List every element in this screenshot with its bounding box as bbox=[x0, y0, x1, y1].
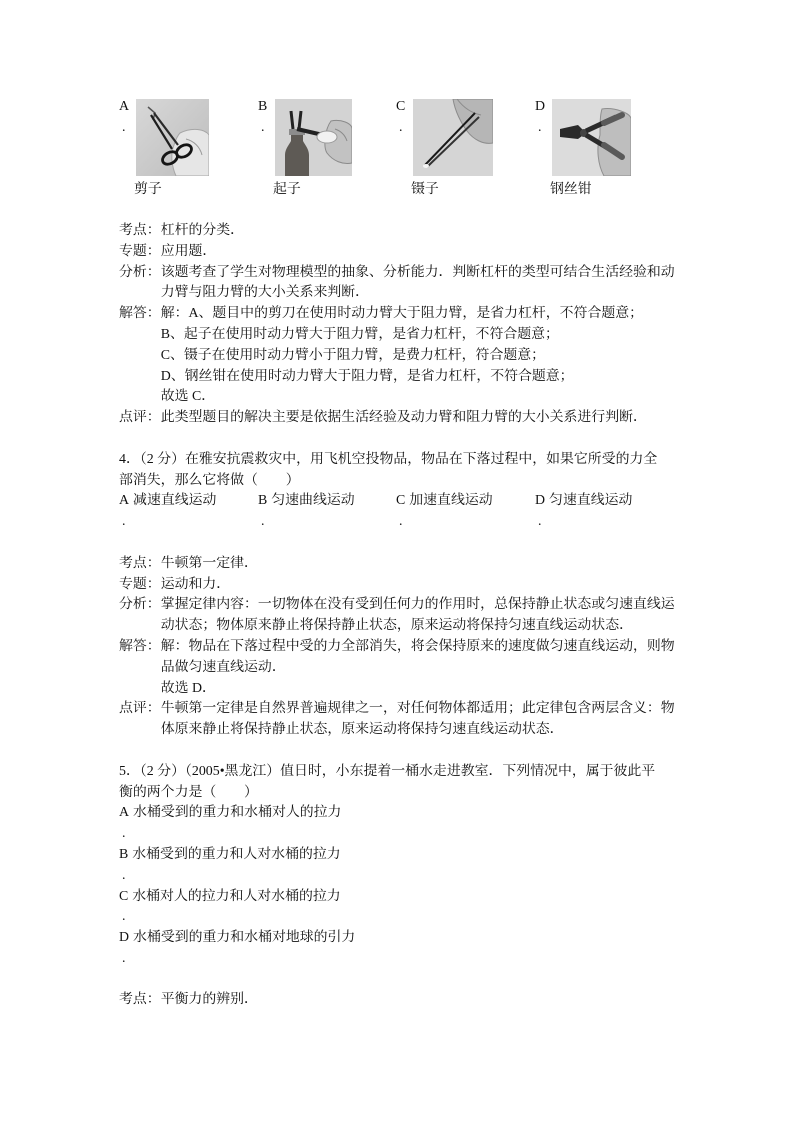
option-dot: . bbox=[538, 119, 542, 135]
q4-option-d bbox=[535, 491, 632, 512]
option-letter: C bbox=[119, 888, 129, 904]
fenxi-text: 该题考查了学生对物理模型的抽象、分析能力．判断杠杆的类型可结合生活经验和动 bbox=[160, 264, 675, 280]
spacer bbox=[119, 429, 719, 450]
option-letter: C bbox=[396, 493, 406, 509]
option-letter: B bbox=[258, 493, 268, 509]
option-text: 加速直线运动 bbox=[409, 493, 493, 509]
kaodian-label: 考点： bbox=[119, 992, 161, 1008]
jieda-text: 品做匀速直线运动． bbox=[160, 659, 286, 675]
kaodian-label: 考点： bbox=[119, 223, 161, 238]
fenxi-row bbox=[119, 263, 719, 284]
option-dot: . bbox=[122, 514, 126, 530]
option-letter: D bbox=[535, 99, 546, 114]
jieda-text: B、起子在使用时动力臂大于阻力臂，是省力杠杆，不符合题意； bbox=[160, 326, 559, 342]
option-text: 匀速直线运动 bbox=[549, 493, 633, 509]
fenxi-text: 掌握定律内容：一切物体在没有受到任何力的作用时，总保持静止状态或匀速直线运 bbox=[160, 597, 675, 613]
zhuanti-label: 专题： bbox=[119, 576, 161, 592]
question-stem: 衡的两个力是（ ） bbox=[119, 784, 258, 800]
option-caption: 钢丝钳 bbox=[550, 182, 592, 197]
q4-option-b bbox=[258, 491, 355, 512]
dianping-label: 点评： bbox=[119, 410, 161, 426]
q5-option-c bbox=[119, 887, 719, 908]
jieda-text: 解：A、题目中的剪刀在使用时动力臂大于阻力臂，是省力杠杆，不符合题意； bbox=[160, 306, 644, 322]
zhuanti-row bbox=[119, 242, 719, 263]
fenxi-text: 力臂与阻力臂的大小关系来判断． bbox=[160, 285, 370, 301]
q4-option-dots bbox=[119, 512, 719, 533]
option-dot: . bbox=[261, 514, 265, 530]
kaodian-row bbox=[119, 221, 719, 242]
option-caption: 剪子 bbox=[134, 182, 162, 197]
option-letter: C bbox=[396, 99, 406, 114]
jieda-row bbox=[119, 637, 719, 658]
option-text: 水桶对人的拉力和人对水桶的拉力 bbox=[132, 888, 341, 904]
pliers-image bbox=[552, 99, 631, 176]
option-dot: . bbox=[399, 119, 403, 135]
spacer bbox=[119, 533, 719, 554]
answer-choice: 故选 D． bbox=[160, 680, 216, 696]
q3-option-d bbox=[535, 97, 665, 201]
dianping-text: 牛顿第一定律是自然界普遍规律之一，对任何物体都适用；此定律包含两层含义：物 bbox=[160, 701, 675, 717]
zhuanti-text: 运动和力． bbox=[160, 576, 231, 592]
q4-options bbox=[119, 491, 719, 512]
scissors-image bbox=[136, 99, 209, 176]
q4-option-c bbox=[396, 491, 493, 512]
dianping-text: 体原来静止将保持静止状态，原来运动将保持匀速直线运动状态． bbox=[160, 722, 564, 738]
q3-solution bbox=[119, 221, 719, 429]
kaodian-row bbox=[119, 990, 719, 1011]
option-text: 水桶受到的重力和水桶对地球的引力 bbox=[133, 930, 356, 946]
kaodian-row bbox=[119, 554, 719, 575]
zhuanti-row bbox=[119, 575, 719, 596]
kaodian-text: 平衡力的辨别． bbox=[160, 992, 258, 1008]
dianping-row bbox=[119, 408, 719, 429]
q5-option-d bbox=[119, 928, 719, 949]
zhuanti-text: 应用题． bbox=[160, 243, 217, 259]
option-dot: . bbox=[261, 119, 265, 135]
option-dot: . bbox=[122, 867, 126, 883]
fenxi-text: 动状态；物体原来静止将保持静止状态，原来运动将保持匀速直线运动状态． bbox=[160, 618, 633, 634]
option-letter: B bbox=[119, 846, 129, 862]
jieda-label: 解答： bbox=[119, 638, 161, 654]
kaodian-text: 杠杆的分类． bbox=[160, 223, 245, 238]
question-stem: 5．（2 分）（2005•黑龙江）值日时，小东提着一桶水走进教室．下列情况中，属于彼此平 bbox=[119, 763, 656, 779]
jieda-label: 解答： bbox=[119, 306, 161, 322]
q3-option-b bbox=[258, 97, 388, 201]
option-dot: . bbox=[122, 826, 126, 842]
jieda-text: C、镊子在使用时动力臂小于阻力臂，是费力杠杆，符合题意； bbox=[160, 347, 546, 363]
q4-option-a bbox=[119, 491, 216, 512]
spacer bbox=[119, 741, 719, 762]
option-letter: A bbox=[119, 99, 130, 114]
spacer bbox=[119, 970, 719, 991]
option-text: 减速直线运动 bbox=[133, 493, 217, 509]
q5-solution bbox=[119, 990, 719, 1011]
option-dot: . bbox=[122, 909, 126, 925]
option-caption: 镊子 bbox=[411, 182, 439, 197]
dianping-row bbox=[119, 699, 719, 720]
question-stem: 部消失，那么它将做（ ） bbox=[119, 472, 300, 488]
option-dot: . bbox=[399, 514, 403, 530]
option-dot: . bbox=[122, 950, 126, 966]
kaodian-label: 考点： bbox=[119, 555, 161, 571]
option-letter: D bbox=[119, 930, 130, 946]
tweezers-image bbox=[413, 99, 493, 176]
question-stem: 4．（2 分）在雅安抗震救灾中，用飞机空投物品，物品在下落过程中，如果它所受的力全 bbox=[119, 451, 658, 467]
content-column bbox=[119, 221, 719, 1011]
question-5 bbox=[119, 762, 719, 970]
q5-option-a bbox=[119, 803, 719, 824]
option-dot: . bbox=[538, 514, 542, 530]
option-letter: A bbox=[119, 805, 130, 821]
kaodian-text: 牛顿第一定律． bbox=[160, 555, 258, 571]
q3-option-a bbox=[119, 97, 249, 201]
option-text: 匀速曲线运动 bbox=[271, 493, 355, 509]
zhuanti-label: 专题： bbox=[119, 243, 161, 259]
option-letter: B bbox=[258, 99, 268, 114]
jieda-row bbox=[119, 304, 719, 325]
answer-choice: 故选 C． bbox=[160, 389, 216, 405]
option-letter: A bbox=[119, 493, 130, 509]
option-letter: D bbox=[535, 493, 546, 509]
jieda-text: D、钢丝钳在使用时动力臂大于阻力臂，是省力杠杆，不符合题意； bbox=[160, 368, 574, 384]
fenxi-row bbox=[119, 595, 719, 616]
q4-solution bbox=[119, 554, 719, 741]
jieda-text: 解：物品在下落过程中受的力全部消失，将会保持原来的速度做匀速直线运动，则物 bbox=[160, 638, 675, 654]
option-text: 水桶受到的重力和人对水桶的拉力 bbox=[132, 846, 341, 862]
q3-option-c bbox=[396, 97, 526, 201]
question-4 bbox=[119, 450, 719, 533]
option-caption: 起子 bbox=[273, 182, 301, 197]
fenxi-label: 分析： bbox=[119, 264, 161, 280]
bottle-opener-image bbox=[275, 99, 352, 176]
option-dot: . bbox=[122, 119, 126, 135]
fenxi-label: 分析： bbox=[119, 597, 161, 613]
dianping-text: 此类型题目的解决主要是依据生活经验及动力臂和阻力臂的大小关系进行判断． bbox=[160, 410, 647, 426]
option-text: 水桶受到的重力和水桶对人的拉力 bbox=[133, 805, 342, 821]
q5-option-b bbox=[119, 845, 719, 866]
dianping-label: 点评： bbox=[119, 701, 161, 717]
